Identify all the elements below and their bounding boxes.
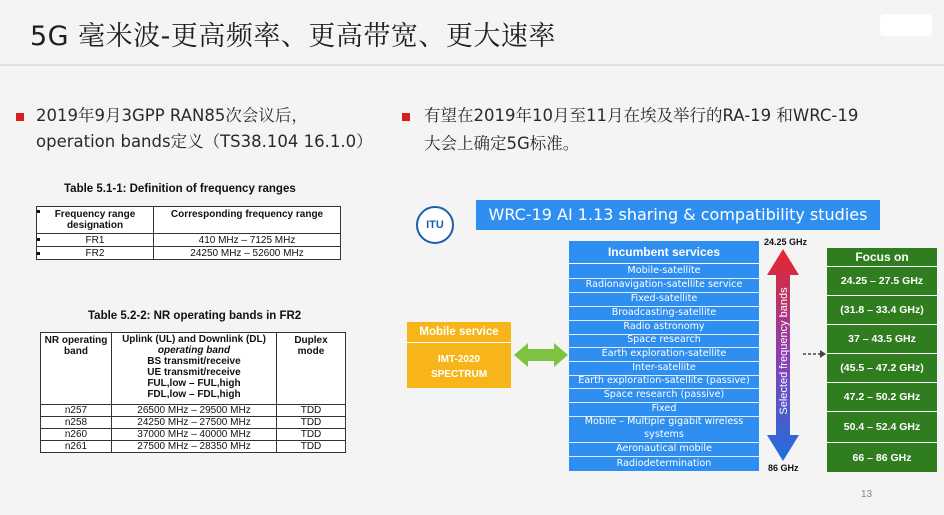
table2-cell: n261 — [41, 441, 112, 453]
table2-header-band-text: NR operating band — [44, 335, 108, 357]
service-item: Earth exploration-satellite (passive) — [569, 374, 759, 389]
table1-cell: FR2 — [37, 247, 154, 260]
table2-cell: 26500 MHz – 29500 MHz — [112, 405, 277, 417]
itu-logo: ITU — [416, 206, 454, 244]
table-row — [41, 429, 346, 441]
service-item: Radionavigation-satellite service — [569, 278, 759, 293]
table1-cell: 410 MHz – 7125 MHz — [154, 234, 341, 247]
table2-header-duplex: Duplex mode — [277, 333, 346, 405]
table-row — [41, 417, 346, 429]
table-row — [41, 405, 346, 417]
table1-header-designation: Frequency range designation — [37, 207, 154, 234]
focus-range-item: (31.8 – 33.4 GHz) — [827, 295, 937, 324]
table1-cell: 24250 MHz – 52600 MHz — [154, 247, 341, 260]
table1-title: Table 5.1-1: Definition of frequency ranges — [64, 183, 296, 195]
focus-range-item: 37 – 43.5 GHz — [827, 324, 937, 353]
service-item: Space research — [569, 333, 759, 348]
table2-cell: TDD — [277, 441, 346, 453]
page-number: 13 — [861, 489, 873, 500]
table2-header-band — [41, 333, 112, 405]
imt-line1: IMT-2020 — [437, 354, 481, 365]
table2-cell: n258 — [41, 417, 112, 429]
table-row — [41, 441, 346, 453]
service-item: Fixed — [569, 402, 759, 417]
nr-operating-bands-table — [40, 332, 346, 453]
focus-range-item: 24.25 – 27.5 GHz — [827, 266, 937, 295]
focus-range-item: 50.4 – 52.4 GHz — [827, 411, 937, 442]
focus-range-item: (45.5 – 47.2 GHz) — [827, 353, 937, 382]
service-item: systems — [569, 428, 759, 443]
left-bullet-line2: operation bands定义（TS38.104 16.1.0） — [36, 132, 373, 151]
table1-header-range: Corresponding frequency range — [154, 207, 341, 234]
table2-cell: 37000 MHz – 40000 MHz — [112, 429, 277, 441]
freq-top-label: 24.25 GHz — [764, 237, 808, 247]
left-bullet-line1: 2019年9月3GPP RAN85次会议后， — [36, 106, 308, 125]
freq-bottom-label: 86 GHz — [768, 463, 799, 473]
service-item: Fixed-satellite — [569, 292, 759, 307]
table2-cell: 24250 MHz – 27500 MHz — [112, 417, 277, 429]
table2-cell: n260 — [41, 429, 112, 441]
double-arrow-icon — [512, 338, 570, 372]
mobile-service-header: Mobile service — [407, 322, 511, 343]
table-mark — [37, 252, 40, 255]
title-divider — [0, 64, 944, 66]
table2-cell: n257 — [41, 405, 112, 417]
selected-frequency-bands-label: Selected frequency bands — [778, 287, 790, 415]
service-item: Aeronautical mobile — [569, 442, 759, 457]
service-item: Radiodetermination — [616, 458, 712, 469]
table2-title: Table 5.2-2: NR operating bands in FR2 — [88, 310, 302, 322]
table2-cell: TDD — [277, 429, 346, 441]
uldl-line5: FUL,low – FUL,high — [147, 378, 241, 389]
imt-line2: SPECTRUM — [430, 369, 488, 380]
right-bullet-line1: 有望在2019年10月至11月在埃及举行的RA-19 和WRC-19 — [424, 106, 859, 125]
bullet-marker-left — [16, 113, 24, 121]
table2-cell: TDD — [277, 417, 346, 429]
uldl-line2: operating band — [157, 345, 231, 356]
frequency-range-table — [36, 206, 341, 260]
imt-2020-label — [407, 352, 511, 382]
table-mark — [37, 238, 40, 241]
bullet-marker-right — [402, 113, 410, 121]
page-title: 5G 毫米波-更高频率、更高带宽、更大速率 — [30, 21, 556, 52]
table1-cell: FR1 — [37, 234, 154, 247]
service-item: Mobile – Multiple gigabit wireless — [584, 416, 744, 427]
uldl-line4: UE transmit/receive — [147, 367, 241, 378]
focus-range-item: 66 – 86 GHz — [827, 442, 937, 473]
service-item: Inter-satellite — [569, 361, 759, 376]
incumbent-services-header: Incumbent services — [569, 241, 759, 264]
table-mark — [37, 210, 40, 213]
service-item: Broadcasting-satellite — [569, 306, 759, 321]
uldl-line1: Uplink (UL) and Downlink (DL) — [122, 334, 266, 345]
service-item: Earth exploration-satellite — [569, 347, 759, 362]
service-item: Space research (passive) — [569, 388, 759, 403]
table2-cell: 27500 MHz – 28350 MHz — [112, 441, 277, 453]
table2-header-uldl — [112, 333, 277, 405]
table-row — [37, 234, 341, 247]
wrc-banner: WRC-19 AI 1.13 sharing & compatibility studies — [476, 200, 880, 230]
focus-range-item: 47.2 – 50.2 GHz — [827, 382, 937, 411]
uldl-line6: FDL,low – FDL,high — [147, 389, 241, 400]
right-bullet-line2: 大会上确定5G标准。 — [424, 134, 580, 153]
table-row — [37, 247, 341, 260]
focus-on-header: Focus on — [855, 250, 909, 264]
redacted-logo — [880, 14, 932, 36]
uldl-line3: BS transmit/receive — [147, 356, 241, 367]
service-item: Radio astronomy — [569, 320, 759, 335]
table2-cell: TDD — [277, 405, 346, 417]
service-item: Mobile-satellite — [569, 264, 759, 279]
pointer-arrow-icon — [801, 349, 827, 359]
